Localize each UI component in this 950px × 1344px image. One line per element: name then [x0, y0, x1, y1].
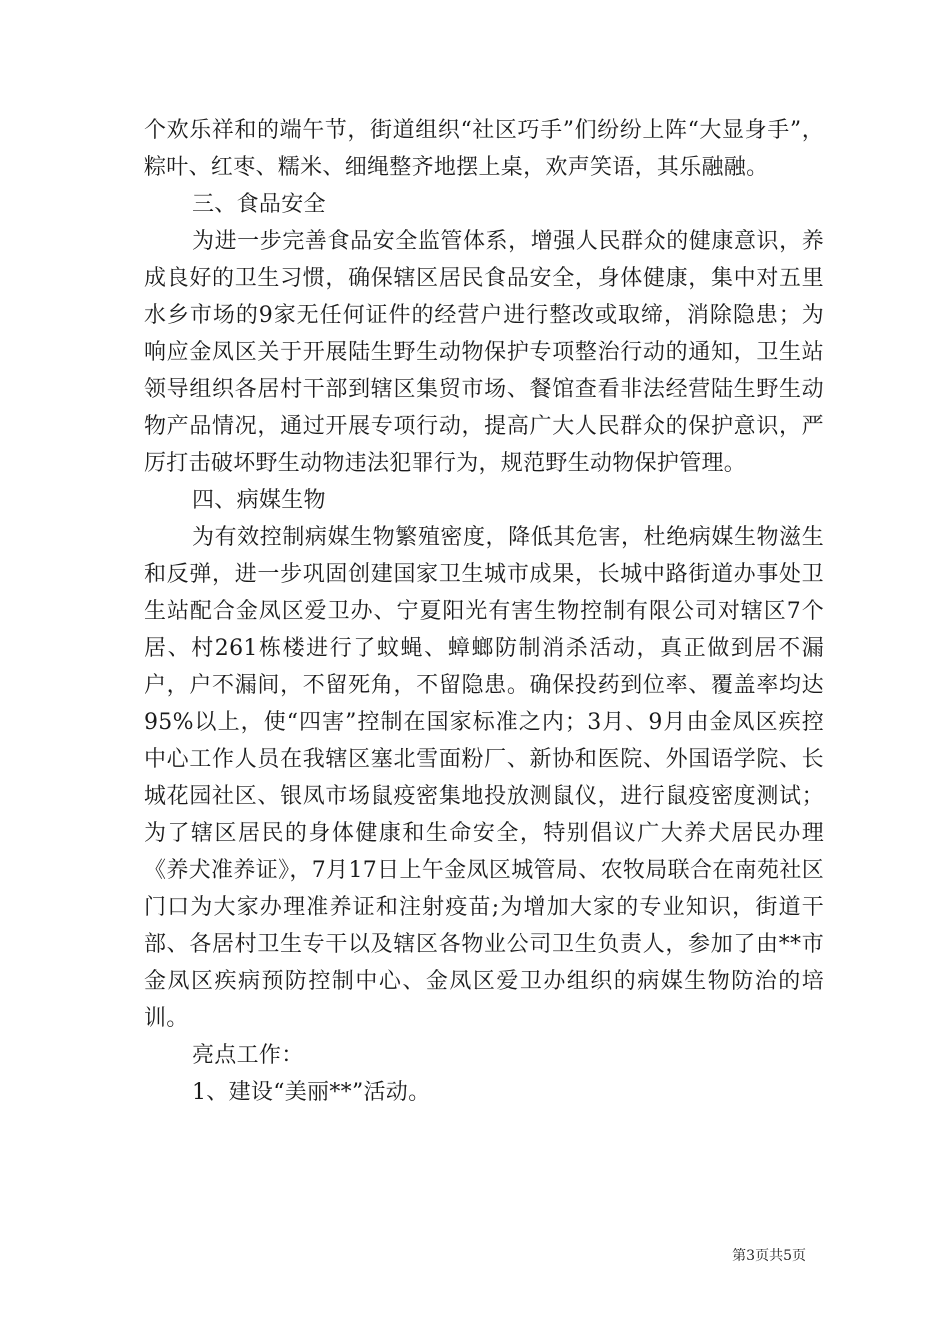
section-heading-highlights: 亮点工作：	[192, 1043, 304, 1068]
paragraph-continuation: 个欢乐祥和的端午节，街道组织“社区巧手”们纷纷上阵“大显身手”，粽叶、红枣、糯米、细绳整齐地摆上桌，欢声笑语，其乐融融。	[144, 118, 824, 180]
list-item-beautiful-campaign: 1、建设“美丽**”活动。	[192, 1080, 431, 1105]
document-body	[144, 112, 824, 1111]
section-heading-food-safety: 三、食品安全	[192, 192, 326, 217]
paragraph-food-safety: 为进一步完善食品安全监管体系，增强人民群众的健康意识，养成良好的卫生习惯，确保辖区居民食品安全，身体健康，集中对五里水乡市场的9家无任何证件的经营户进行整改或取缔，消除隐患；为响应金凤区关于开展陆生野生动物保护专项整治行动的通知，卫生站领导组织各居村干部到辖区集贸市场、餐馆查看非法经营陆生野生动物产品情况，通过开展专项行动，提高广大人民群众的保护意识，严厉打击破坏野生动物违法犯罪行为，规范野生动物保护管理。	[144, 229, 824, 476]
section-heading-disease-vectors: 四、病媒生物	[192, 488, 326, 513]
page-number-footer: 第3页共5页	[732, 1248, 806, 1264]
paragraph-disease-vectors: 为有效控制病媒生物繁殖密度，降低其危害，杜绝病媒生物滋生和反弹，进一步巩固创建国家卫生城市成果，长城中路街道办事处卫生站配合金凤区爱卫办、宁夏阳光有害生物控制有限公司对辖区7个居、村261栋楼进行了蚊蝇、蟑螂防制消杀活动，真正做到居不漏户，户不漏间，不留死角，不留隐患。确保投药到位率、覆盖率均达95%以上，使“四害”控制在国家标准之内；3月、9月由金凤区疾控中心工作人员在我辖区塞北雪面粉厂、新协和医院、外国语学院、长城花园社区、银凤市场鼠疫密集地投放测鼠仪，进行鼠疫密度测试；为了辖区居民的身体健康和生命安全，特别倡议广大养犬居民办理《养犬准养证》，7月17日上午金凤区城管局、农牧局联合在南苑社区门口为大家办理准养证和注射疫苗;为增加大家的专业知识，街道干部、各居村卫生专干以及辖区各物业公司卫生负责人，参加了由**市金凤区疾病预防控制中心、金凤区爱卫办组织的病媒生物防治的培训。	[144, 525, 824, 1031]
